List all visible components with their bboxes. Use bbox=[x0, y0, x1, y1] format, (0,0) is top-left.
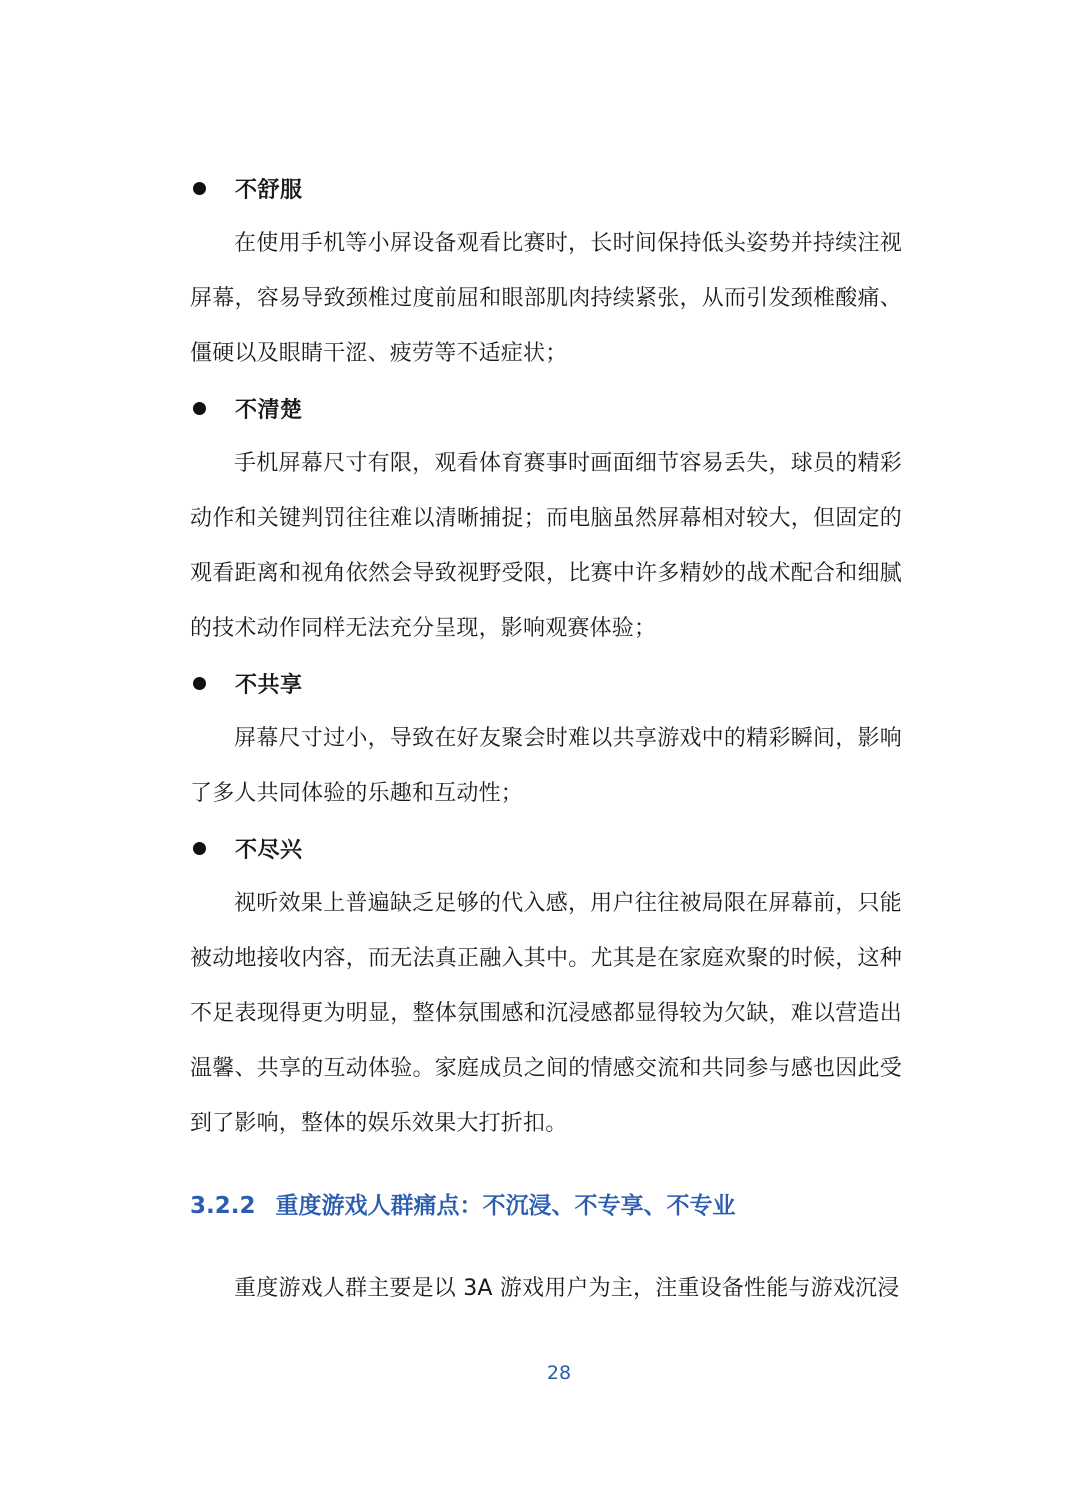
section-number: 3.2.2 bbox=[190, 1193, 256, 1219]
section-heading bbox=[190, 1186, 736, 1226]
paragraph-heavy-gamers: 重度游戏人群主要是以 3A 游戏用户为主，注重设备性能与游戏沉浸 bbox=[234, 1276, 900, 1301]
bullet-icon bbox=[193, 182, 206, 195]
bullet-label: 不共享 bbox=[235, 672, 303, 698]
bullet-icon bbox=[193, 402, 206, 415]
bullet-label: 不清楚 bbox=[235, 397, 303, 423]
page-number: 28 bbox=[546, 1362, 572, 1384]
bullet-item-discomfort bbox=[190, 168, 303, 208]
bullet-item-unclear bbox=[190, 388, 303, 428]
section-title: 重度游戏人群痛点：不沉浸、不专享、不专业 bbox=[275, 1193, 736, 1219]
paragraph-not-shared: 屏幕尺寸过小，导致在好友聚会时难以共享游戏中的精彩瞬间，影响了多人共同体验的乐趣和互动性； bbox=[190, 726, 902, 806]
bullet-label: 不尽兴 bbox=[235, 837, 303, 863]
bullet-icon bbox=[193, 677, 206, 690]
bullet-item-unsatisfying bbox=[190, 828, 303, 868]
bullet-icon bbox=[193, 842, 206, 855]
paragraph-unclear: 手机屏幕尺寸有限，观看体育赛事时画面细节容易丢失，球员的精彩动作和关键判罚往往难以清晰捕捉；而电脑虽然屏幕相对较大，但固定的观看距离和视角依然会导致视野受限，比赛中许多精妙的战术配合和细腻的技术动作同样无法充分呈现，影响观赛体验； bbox=[190, 451, 902, 641]
bullet-label: 不舒服 bbox=[235, 177, 303, 203]
paragraph-discomfort: 在使用手机等小屏设备观看比赛时，长时间保持低头姿势并持续注视屏幕，容易导致颈椎过度前屈和眼部肌肉持续紧张，从而引发颈椎酸痛、僵硬以及眼睛干涩、疲劳等不适症状； bbox=[190, 231, 902, 366]
bullet-item-not-shared bbox=[190, 663, 303, 703]
paragraph-unsatisfying: 视听效果上普遍缺乏足够的代入感，用户往往被局限在屏幕前，只能被动地接收内容，而无法真正融入其中。尤其是在家庭欢聚的时候，这种不足表现得更为明显，整体氛围感和沉浸感都显得较为欠缺，难以营造出温馨、共享的互动体验。家庭成员之间的情感交流和共同参与感也因此受到了影响，整体的娱乐效果大打折扣。 bbox=[190, 891, 902, 1136]
